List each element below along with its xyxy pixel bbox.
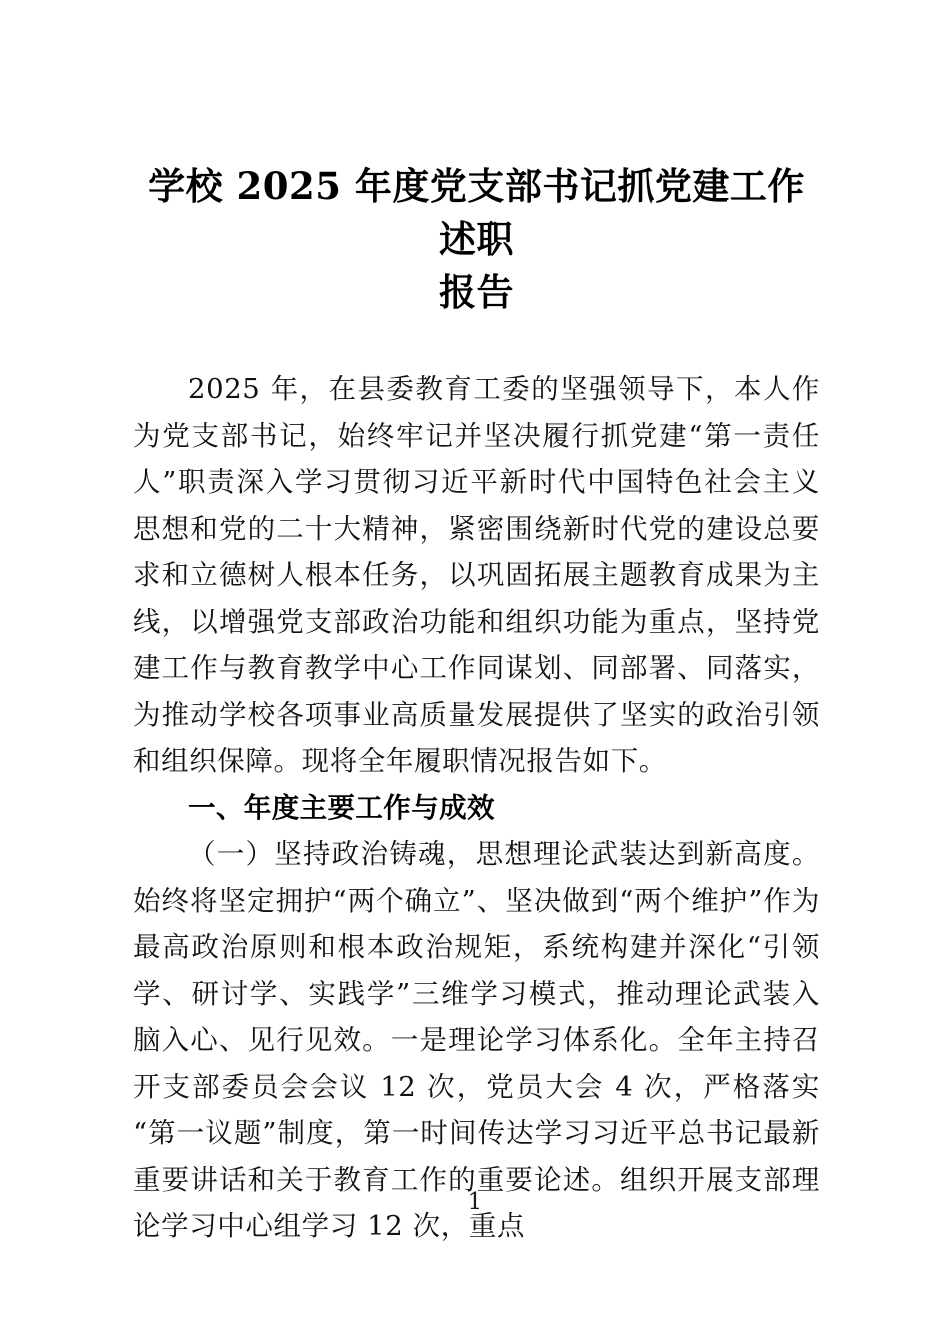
paragraph-intro: 2025 年，在县委教育工委的坚强领导下，本人作为党支部书记，始终牢记并坚决履行抓党建“第一责任人”职责深入学习贯彻习近平新时代中国特色社会主义思想和党的二十大精神，紧密围绕新时代党的建设总要求和立德树人根本任务，以巩固拓展主题教育成果为主线，以增强党支部政治功能和组织功能为重点，坚持党建工作与教育教学中心工作同谋划、同部署、同落实，为推动学校各项事业高质量发展提供了坚实的政治引领和组织保障。现将全年履职情况报告如下。 <box>133 373 820 777</box>
page-title-line-2: 报告 <box>439 270 514 314</box>
page-title-line-1: 学校 2025 年度党支部书记抓党建工作述职 <box>148 164 805 261</box>
paragraph-section-1-1: （一）坚持政治铸魂，思想理论武装达到新高度。始终将坚定拥护“两个确立”、坚决做到“两个维护”作为最高政治原则和根本政治规矩，系统构建并深化“引领学、研讨学、实践学”三维学习模式，推动理论武装入脑入心、见行见效。一是理论学习体系化。全年主持召开支部委员会会议 12 次，党员大会 4 次，严格落实“第一议题”制度，第一时间传达学习习近平总书记最新重要讲话和关于教育工作的重要论述。组织开展支部理论学习中心组学习 12 次，重点 <box>133 838 820 1242</box>
document-body <box>133 366 820 1250</box>
document-content <box>133 0 820 1250</box>
section-heading-1: 一、年度主要工作与成效 <box>188 791 495 823</box>
page-title <box>133 0 820 319</box>
footer-page-number: 1 <box>467 1189 483 1215</box>
